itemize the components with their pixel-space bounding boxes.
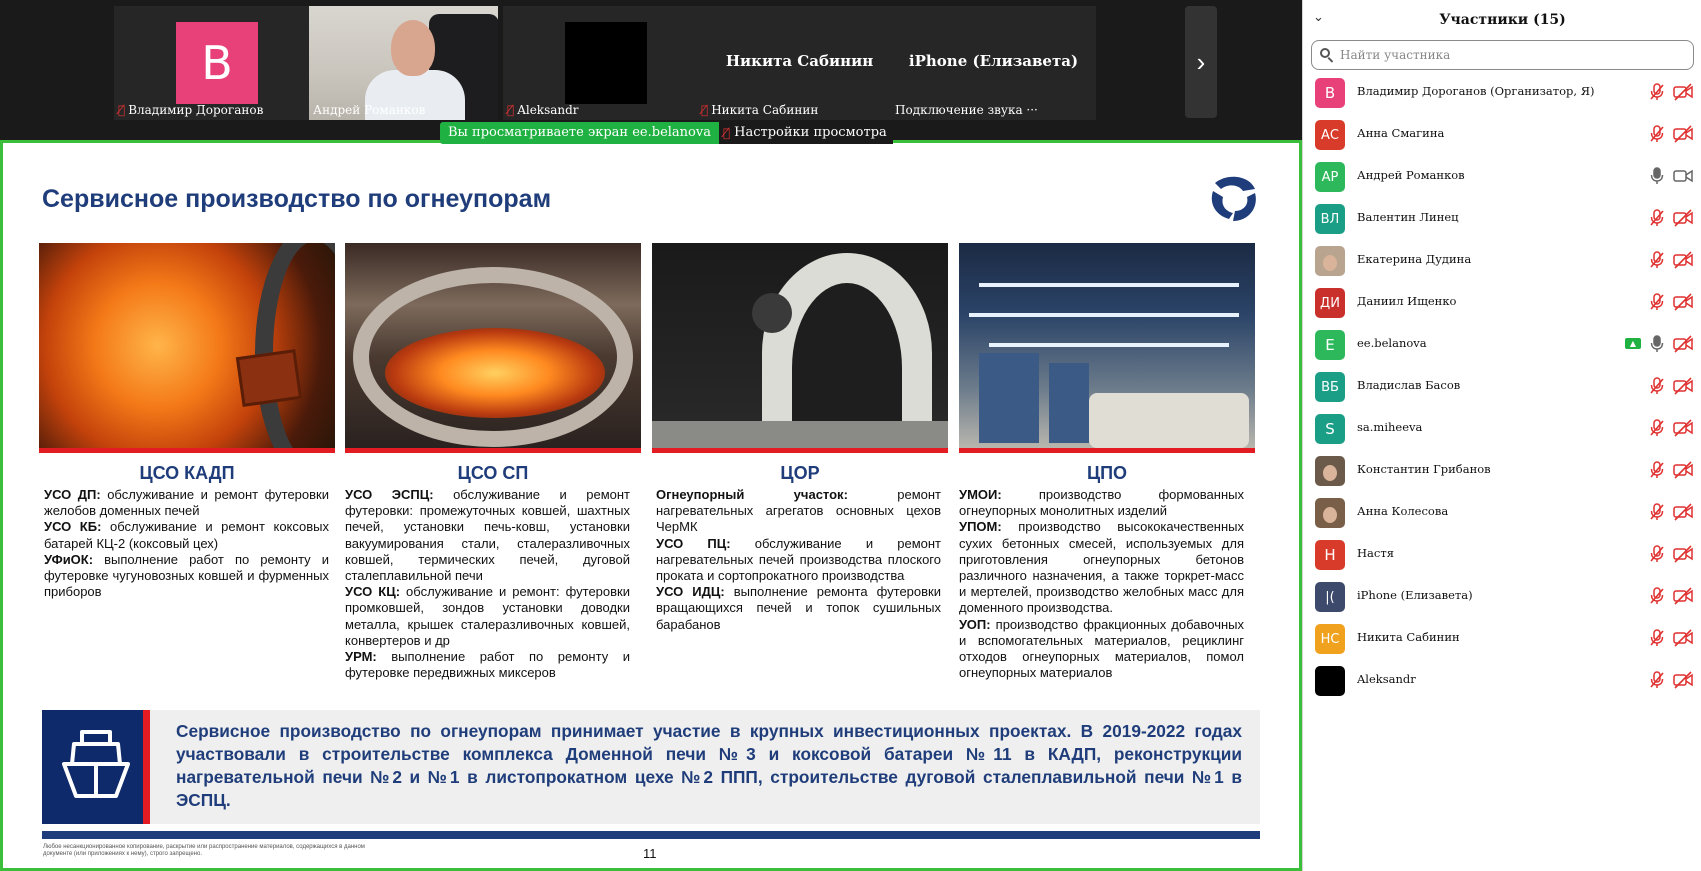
participant-row[interactable] [1303, 155, 1701, 197]
tile-caption [895, 103, 1038, 117]
mic-muted-icon[interactable] [1649, 419, 1665, 437]
participant-name: Екатерина Дудина [1357, 252, 1472, 266]
column-item [44, 487, 329, 519]
camera-off-icon[interactable] [1673, 671, 1693, 689]
mic-muted-icon: 🎙̸ [722, 126, 731, 140]
column-item [656, 536, 941, 585]
column-item-text: выполнение работ по ремонту и футеровке передвижных миксеров [345, 649, 630, 681]
camera-off-icon[interactable] [1673, 377, 1693, 395]
tile-name: Андрей Романков [313, 103, 426, 117]
column-item-text: обслуживание и ремонт футеровки желобов доменных печей [44, 487, 329, 519]
participant-row[interactable] [1303, 71, 1701, 113]
camera-off-icon[interactable] [1673, 293, 1693, 311]
participant-name: Константин Грибанов [1357, 462, 1491, 476]
search-input[interactable] [1340, 48, 1670, 62]
panel-header [1303, 0, 1701, 42]
video-tile-0[interactable] [114, 6, 319, 120]
avatar: E [1315, 330, 1345, 360]
camera-off-icon[interactable] [1673, 587, 1693, 605]
column-item-label: УСО ИДЦ: [656, 584, 725, 600]
avatar: НС [1315, 624, 1345, 654]
column-item-label: УФиОК: [44, 551, 94, 567]
column-item-text: производство формованных огнеупорных монолитных изделий [959, 487, 1244, 519]
next-page-button[interactable] [1185, 6, 1217, 118]
column-heading: ЦПО [1086, 463, 1128, 483]
participant-name: sa.miheeva [1357, 420, 1423, 434]
participant-row[interactable] [1303, 113, 1701, 155]
mic-muted-icon[interactable] [1649, 545, 1665, 563]
tile-name: Никита Сабинин [711, 103, 819, 117]
column-item [345, 487, 630, 584]
column-item-text: обслуживание и ремонт футеровки: промежуточных ковшей, шахтных печей, установки печь-ковш, установки вакуумирования стали, сталеразливочных ковшей, термических печей, дуговой сталеплавильной печи [345, 487, 630, 584]
column-text [959, 487, 1244, 681]
column-text [345, 487, 630, 681]
mic-muted-icon[interactable] [1649, 587, 1665, 605]
column-text [656, 487, 941, 633]
slide-footer-bar [42, 831, 1260, 839]
column-item-label: Огнеупорный участок: [656, 487, 848, 502]
mic-muted-icon[interactable] [1649, 251, 1665, 269]
column-item-label: УРМ: [345, 649, 377, 665]
mic-muted-icon[interactable] [1649, 629, 1665, 647]
column-text [44, 487, 329, 600]
mic-muted-icon[interactable] [1649, 83, 1665, 101]
avatar: |( [1315, 582, 1345, 612]
ship-icon [42, 710, 150, 824]
participant-row[interactable] [1303, 197, 1701, 239]
participants-panel [1302, 0, 1701, 871]
column-item-text: производство высококачественных сухих бетонных смесей, используемых для приготовления огнеупорных бетонов различного назначения, а также торкрет-масс и мертелей, производство желобных масс для доменного производства. [959, 519, 1244, 616]
video-tile-1[interactable] [309, 6, 498, 120]
column-heading: ЦСО СП [457, 463, 529, 483]
column-item-text: ремонт нагревательных агрегатов основных цехов ЧерМК [656, 487, 942, 535]
column-item [959, 487, 1244, 519]
column-item-text: обслуживание и ремонт нагревательных печей производства плоского проката и сортопрокатного производства [656, 535, 941, 584]
avatar: Н [1315, 540, 1345, 570]
column-item-label: УСО КЦ: [345, 584, 401, 600]
avatar [1315, 456, 1345, 486]
column-item-label: УМОИ: [959, 487, 1002, 502]
column-item [44, 552, 329, 601]
mic-muted-icon[interactable] [1649, 671, 1665, 689]
camera-off-icon[interactable] [1673, 125, 1693, 143]
column-item [959, 519, 1244, 616]
avatar: АР [1315, 162, 1345, 192]
video-tile-3[interactable] [697, 6, 902, 120]
camera-off-icon[interactable] [1673, 461, 1693, 479]
mic-muted-icon[interactable] [1649, 125, 1665, 143]
shared-slide [0, 140, 1302, 871]
mic-muted-icon[interactable] [1649, 209, 1665, 227]
mic-muted-icon[interactable] [1649, 293, 1665, 311]
mic-muted-icon[interactable] [1649, 377, 1665, 395]
view-options-button[interactable] [719, 122, 893, 144]
column-item [345, 649, 630, 681]
mic-muted-icon[interactable] [1649, 503, 1665, 521]
avatar: ВЛ [1315, 204, 1345, 234]
video-strip [0, 0, 1302, 140]
search-icon [1320, 48, 1334, 62]
participant-name: Андрей Романков [1357, 168, 1465, 182]
participant-row[interactable] [1303, 365, 1701, 407]
camera-off-icon[interactable] [1673, 209, 1693, 227]
participant-row[interactable] [1303, 575, 1701, 617]
camera-off-icon[interactable] [1673, 503, 1693, 521]
column-item-label: УПОМ: [959, 519, 1002, 535]
participant-search[interactable] [1311, 40, 1694, 70]
mic-muted-icon[interactable] [1649, 461, 1665, 479]
participant-row[interactable] [1303, 323, 1701, 365]
column-item-text: выполнение работ по ремонту и футеровке чугуновозных ковшей и фурменных приборов [44, 551, 329, 600]
participant-row[interactable] [1303, 281, 1701, 323]
column-item [656, 487, 941, 536]
participant-name: ee.belanova [1357, 336, 1427, 350]
participant-name: iPhone (Елизавета) [1357, 588, 1473, 602]
column-heading: ЦОР [780, 463, 820, 483]
column-item-text: обслуживание и ремонт: футеровки промковшей, зондов установки доводки металла, крышек сталеразливочных ковшей, конвертеров и др [345, 584, 630, 648]
mic-icon[interactable] [1649, 335, 1665, 353]
avatar [565, 22, 647, 104]
avatar [1315, 498, 1345, 528]
column-heading: ЦСО КАДП [139, 463, 235, 483]
participant-list [1303, 71, 1701, 701]
avatar: ВБ [1315, 372, 1345, 402]
panel-title: Участники (15) [1439, 12, 1566, 28]
viewing-screen-label: Вы просматриваете экран ee.belanova [440, 122, 719, 144]
screen-share-bar [440, 122, 893, 144]
mic-muted-icon: 🎙̸ [701, 103, 709, 117]
participant-name: Анна Смагина [1357, 126, 1445, 140]
participant-name: Владимир Дороганов (Организатор, Я) [1357, 84, 1595, 98]
tile-caption [701, 103, 818, 117]
participant-name: Никита Сабинин [1357, 630, 1460, 644]
slide-footnote: Любое несанкционированное копирование, раскрытие или распространение материалов, содержащихся в данном документе (или приложениях к нему), строго запрещено. [43, 844, 365, 857]
participant-row[interactable] [1303, 491, 1701, 533]
photo-cso-sp [345, 243, 641, 453]
photo-cpo [959, 243, 1255, 453]
tile-caption [313, 103, 425, 117]
camera-off-icon[interactable] [1673, 251, 1693, 269]
tile-name: Aleksandr [517, 103, 579, 117]
avatar: S [1315, 414, 1345, 444]
column-item [959, 617, 1244, 682]
column-item-text: выполнение ремонта футеровки вращающихся печей и топок сушильных барабанов [656, 584, 941, 632]
avatar: ДИ [1315, 288, 1345, 318]
mic-icon[interactable] [1649, 167, 1665, 185]
participant-name: Настя [1357, 546, 1394, 560]
video-tile-4[interactable] [891, 6, 1096, 120]
column-item-label: УСО ПЦ: [656, 535, 731, 551]
participant-row[interactable] [1303, 533, 1701, 575]
column-item [345, 584, 630, 649]
slide-title: Сервисное производство по огнеупорам [42, 185, 552, 213]
avatar: АС [1315, 120, 1345, 150]
video-tile-2[interactable] [503, 6, 708, 120]
column-item-label: УСО КБ: [44, 519, 102, 535]
slide-page-number: 11 [643, 846, 657, 861]
company-logo [1205, 169, 1261, 225]
avatar [1315, 246, 1345, 276]
tile-name: Владимир Дороганов [128, 103, 264, 117]
participant-row[interactable] [1303, 407, 1701, 449]
column-item-label: УОП: [959, 616, 991, 632]
column-item [656, 584, 941, 633]
mic-muted-icon: 🎙̸ [118, 103, 126, 117]
screen-share-icon: ▲ [1625, 338, 1641, 349]
participant-row[interactable] [1303, 617, 1701, 659]
column-item [44, 519, 329, 551]
participant-name: Валентин Линец [1357, 210, 1459, 224]
camera-icon[interactable] [1673, 167, 1693, 185]
avatar [1315, 666, 1345, 696]
camera-off-icon[interactable] [1673, 335, 1693, 353]
banner-text: Сервисное производство по огнеупорам принимает участие в крупных инвестиционных проектах. В 2019-2022 годах участвовали в строительстве комплекса Доменной печи №3 и коксовой батареи №11 в КАДП, реконструкции нагревательной печи №2 и №1 в листопрокатном цехе №2 ППП, строительстве дуговой сталеплавильной печи №1 в ЭСПЦ. [176, 721, 1242, 810]
participant-name: Даниил Ищенко [1357, 294, 1457, 308]
participant-name: Aleksandr [1357, 672, 1416, 686]
photo-cor [652, 243, 948, 453]
camera-off-icon[interactable] [1673, 629, 1693, 647]
tile-caption [507, 103, 579, 117]
column-item-text: обслуживание и ремонт коксовых батарей КЦ-2 (коксовый цех) [44, 519, 330, 551]
column-item-text: производство фракционных добавочных и вспомогательных материалов, рециклинг отходов огнеупорных материалов, помол огнеупорных материалов [959, 616, 1244, 681]
column-item-label: УСО ДП: [44, 487, 101, 502]
avatar: В [176, 22, 258, 104]
tile-name: Подключение звука ··· [895, 103, 1038, 117]
participant-row[interactable] [1303, 239, 1701, 281]
participant-row[interactable] [1303, 659, 1701, 701]
photo-cso-kadp [39, 243, 335, 453]
camera-off-icon[interactable] [1673, 83, 1693, 101]
tile-display-name: iPhone (Елизавета) [908, 52, 1079, 70]
tile-display-name: Никита Сабинин [725, 52, 874, 70]
avatar: В [1315, 78, 1345, 108]
participant-row[interactable] [1303, 449, 1701, 491]
camera-off-icon[interactable] [1673, 545, 1693, 563]
mic-muted-icon: 🎙̸ [507, 103, 515, 117]
column-item-label: УСО ЭСПЦ: [345, 487, 434, 502]
participant-name: Анна Колесова [1357, 504, 1449, 518]
tile-caption [118, 103, 263, 117]
info-banner [42, 710, 1260, 824]
participant-name: Владислав Басов [1357, 378, 1461, 392]
view-options-label: Настройки просмотра [734, 125, 887, 140]
camera-off-icon[interactable] [1673, 419, 1693, 437]
chevron-down-icon[interactable]: ⌄ [1313, 10, 1324, 25]
chevron-right-icon: › [1196, 46, 1206, 77]
